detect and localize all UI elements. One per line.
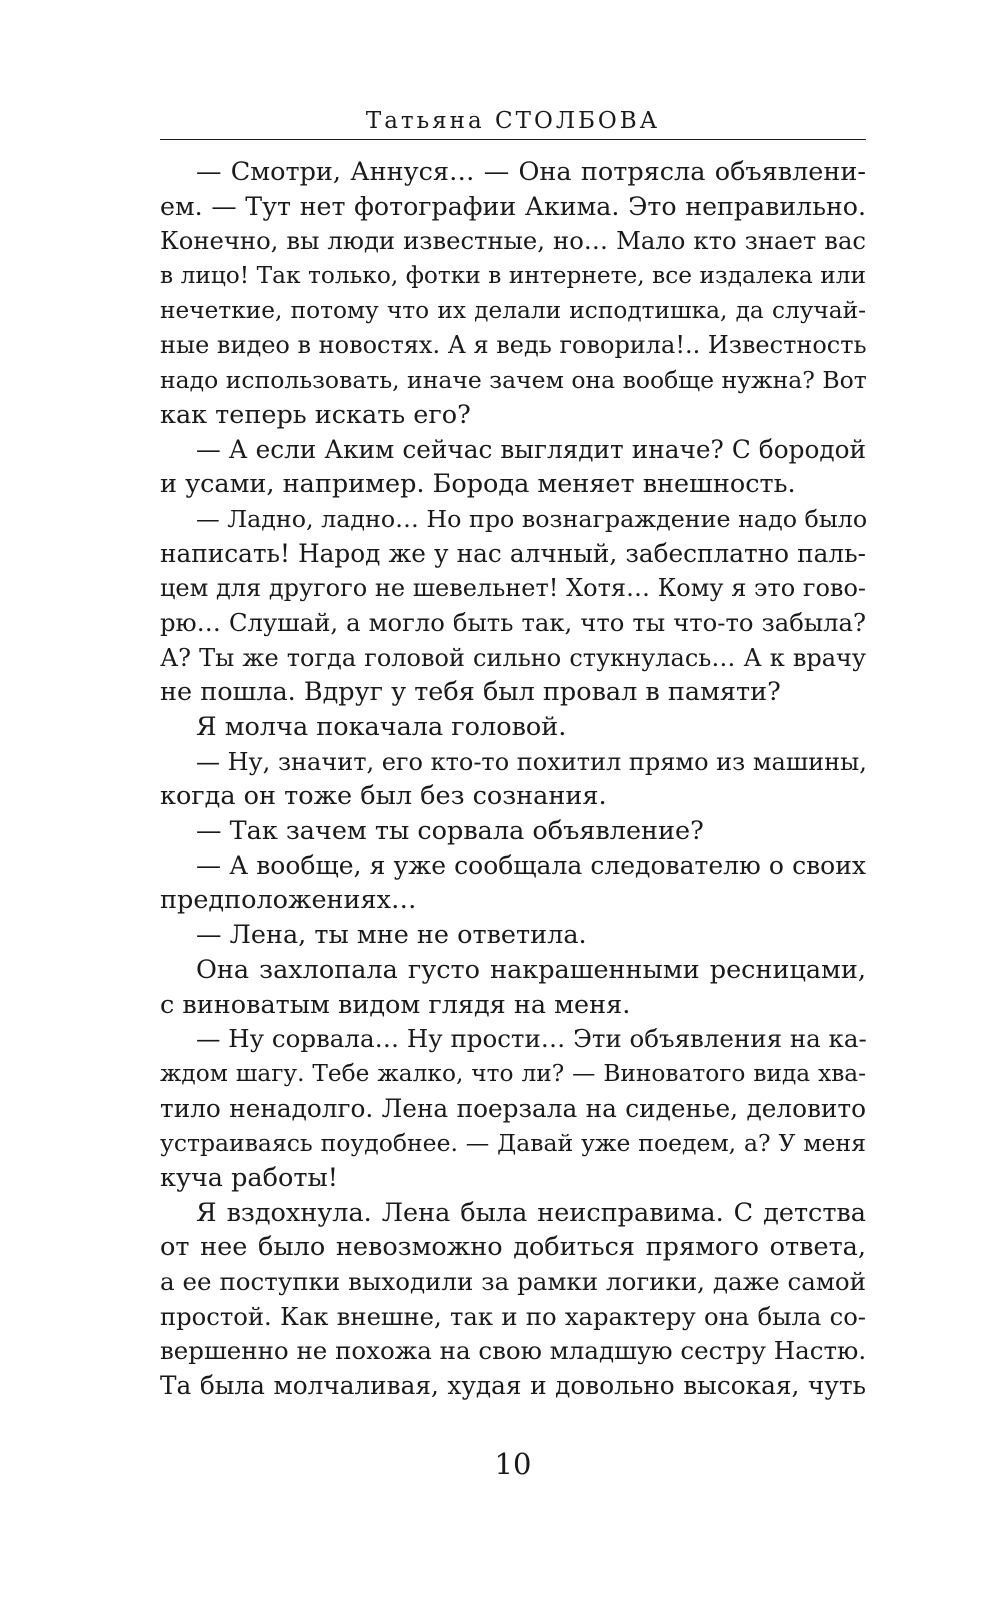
text-line: а ее поступки выходили за рамки логики, даже самой xyxy=(160,1267,866,1296)
header-rule xyxy=(160,139,866,140)
text-line: простой. Как внешне, так и по характеру она была со- xyxy=(160,1301,866,1331)
text-line: ные видео в новостях. А я ведь говорила!.. Известность xyxy=(160,331,867,360)
text-line: — Ладно, ладно… Но про вознаграждение надо было xyxy=(196,504,868,533)
text-line: А? Ты же тогда головой сильно стукнулась… А к врачу xyxy=(160,643,866,672)
text-line: когда он тоже был без сознания. xyxy=(160,781,607,812)
text-line: куча работы! xyxy=(160,1162,338,1193)
running-head: Татьяна СТОЛБОВА xyxy=(365,108,661,134)
text-line: — А если Аким сейчас выглядит иначе? С бородой xyxy=(196,434,866,464)
text-line: устраиваясь поудобнее. — Давай уже поедем, а? У меня xyxy=(160,1129,866,1158)
text-line: от нее было невозможно добиться прямого ответа, xyxy=(160,1232,866,1263)
text-line: предположениях… xyxy=(160,885,417,916)
text-line: — Смотри, Аннуся… — Она потрясла объявлени- xyxy=(196,157,866,187)
body-text xyxy=(160,155,866,1404)
text-line: надо использовать, иначе зачем она вообще нужна? Вот xyxy=(160,366,867,395)
text-line: тило ненадолго. Лена поерзала на сиденье, деловито xyxy=(160,1093,866,1123)
text-line: — А вообще, я уже сообщала следователю о своих xyxy=(196,850,866,880)
text-line: — Ну, значит, его кто-то похитил прямо из машины, xyxy=(196,747,867,776)
text-line: — Лена, ты мне не ответила. xyxy=(196,920,587,951)
text-line: ждом шагу. Тебе жалко, что ли? — Виноватого вида хва- xyxy=(160,1059,866,1087)
text-line: — Так зачем ты сорвала объявление? xyxy=(196,816,704,847)
text-line: написать! Народ же у нас алчный, забесплатно паль- xyxy=(160,538,866,568)
text-line: вершенно не похожа на свою младшую сестру Настю. xyxy=(160,1336,867,1366)
text-line: нечеткие, потому что их делали исподтишка, да случай- xyxy=(160,296,866,324)
text-line: не пошла. Вдруг у тебя был провал в памяти? xyxy=(160,677,781,708)
text-line: ем. — Тут нет фотографии Акима. Это неправильно. xyxy=(160,191,866,221)
text-line: цем для другого не шевельнет! Хотя… Кому я это гово- xyxy=(160,574,866,603)
text-line: рю… Слушай, а могло быть так, что ты что-то забыла? xyxy=(160,607,866,637)
text-line: Я вздохнула. Лена была неисправима. С детства xyxy=(196,1197,866,1228)
text-line: — Ну сорвала… Ну прости… Эти объявления на ка- xyxy=(196,1024,867,1054)
text-line: Она захлопала густо накрашенными ресницами, xyxy=(196,954,866,985)
text-line: с виноватым видом глядя на меня. xyxy=(160,989,631,1020)
text-line: в лицо! Так только, фотки в интернете, все издалека или xyxy=(160,262,866,290)
text-line: Та была молчаливая, худая и довольно высокая, чуть xyxy=(160,1371,866,1401)
text-line: и усами, например. Борода меняет внешность. xyxy=(160,469,796,500)
text-line: Я молча покачала головой. xyxy=(196,712,567,742)
text-line: Конечно, вы люди известные, но… Мало кто знает вас xyxy=(160,226,866,256)
page-number: 10 xyxy=(494,1447,532,1481)
text-line: как теперь искать его? xyxy=(160,399,471,430)
